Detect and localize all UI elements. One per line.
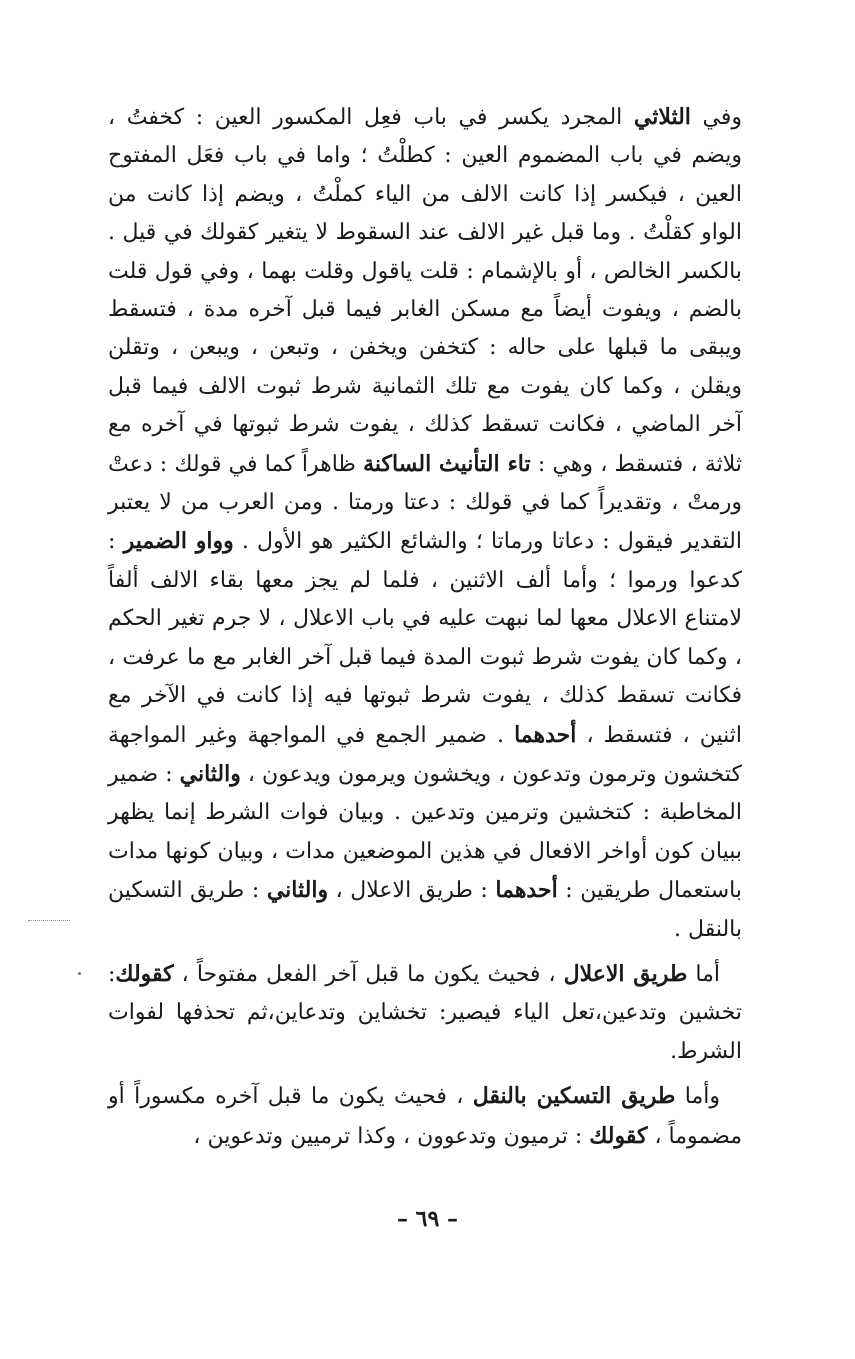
text-run: ، فحيث يكون ما قبل آخره مكسوراً أو مضموماً ، <box>108 1084 742 1149</box>
text-run: : طريق التسكين بالنقل . <box>108 878 742 942</box>
margin-dot <box>78 972 81 975</box>
text-run: ظاهراً كما في قولك : دعتْ ورمتْ ، وتقديراً كما في قولك : دعتا ورمتا . ومن العرب من لا يعتبر التقدير فيقول : دعاتا ورماتا ؛ والشائع الكثير هو الأول . <box>108 451 742 555</box>
text-run: : ترميون وتدعوون ، وكذا ترميين وتدعوين ، <box>193 1123 590 1149</box>
paragraph <box>108 1077 742 1156</box>
bold-term: أحدهما <box>495 877 558 904</box>
text-run: . ضمير الجمع في المواجهة وغير المواجهة كتخشون وترمون وتدعون ، ويخشون ويرمون ويدعون ، <box>108 722 742 787</box>
bold-term: كقولك <box>115 960 174 987</box>
bold-term: والثاني <box>179 760 241 787</box>
text-run: : طريق الاعلال ، <box>328 878 496 904</box>
text-run: : كدعوا ورموا ؛ وأما ألف الاثنين ، فلما لم يجز معها بقاء الالف ألفاً لامتناع الاعلال معها لما نبهت عليه في باب الاعلال ، لا جرم تغير الحكم ، وكما كان يفوت شرط ثبوت المدة فيما قبل آخر الغابر مع ما عرفت ، فكانت تسقط كذلك ، يفوت شرط ثبوتها فيه إذا كانت في الآخر مع اثنين ، فتسقط ، <box>108 529 743 748</box>
bold-term: والثاني <box>266 877 329 904</box>
bold-term: تاء التأنيث الساكنة <box>363 450 531 477</box>
bold-term: طريق الاعلال <box>563 960 688 987</box>
bold-term: أحدهما <box>514 721 577 748</box>
text-run: المجرد يكسر في باب فعِل المكسور العين : كخفتُ ، ويضم في باب المضموم العين : كطلْتُ ؛ واما في باب فعَل المفتوح العين ، فيكسر إذا كانت الالف من الياء كملْتُ ، ويضم إذا كانت من الواو كقلْتُ . وما قبل غير الالف عند السقوط لا يتغير كقولك في قيل . بالكسر الخالص ، أو بالإشمام : قلت ياقول وقلت بهما ، وفي قول قلت بالضم ، ويفوت أيضاً مع مسكن الغابر فيما قبل آخره مدة ، فتسقط ويبقى ما قبلها على حاله : كتخفن ويخفن ، وتبعن ، ويبعن ، وتقلن ويقلن ، وكما كان يفوت مع تلك الثمانية شرط ثبوت الالف فيما قبل آخر الماضي ، فكانت تسقط كذلك ، يفوت شرط ثبوتها في آخره مع ثلاثة ، فتسقط ، وهي : <box>108 105 742 477</box>
bold-term: وواو الضمير <box>123 528 234 555</box>
margin-mark <box>28 920 70 921</box>
text-run: : تخشين وتدعين،تعل الياء فيصير: تخشاين وتدعاين،ثم تحذفها لفوات الشرط. <box>108 961 742 1064</box>
page-number: – ٦٩ – <box>397 1206 458 1232</box>
bold-term: كقولك <box>589 1122 648 1149</box>
text-run: وأما <box>675 1084 720 1110</box>
paragraph <box>108 98 742 949</box>
paragraph <box>108 955 742 1071</box>
text-run: أما <box>687 961 721 987</box>
text-run: ، فحيث يكون ما قبل آخر الفعل مفتوحاً ، <box>173 961 564 987</box>
bold-term: طريق التسكين بالنقل <box>472 1083 676 1110</box>
body-text <box>108 98 742 1156</box>
text-run: : ضمير المخاطبة : كتخشين وترمين وتدعين . وبيان فوات الشرط إنما يظهر ببيان كون أواخر الافعال في هذين الموضعين مدات ، وبيان كونها مدات باستعمال طريقين : <box>108 761 742 904</box>
text-run: وفي <box>690 105 742 130</box>
bold-term: الثلاثي <box>633 104 691 130</box>
